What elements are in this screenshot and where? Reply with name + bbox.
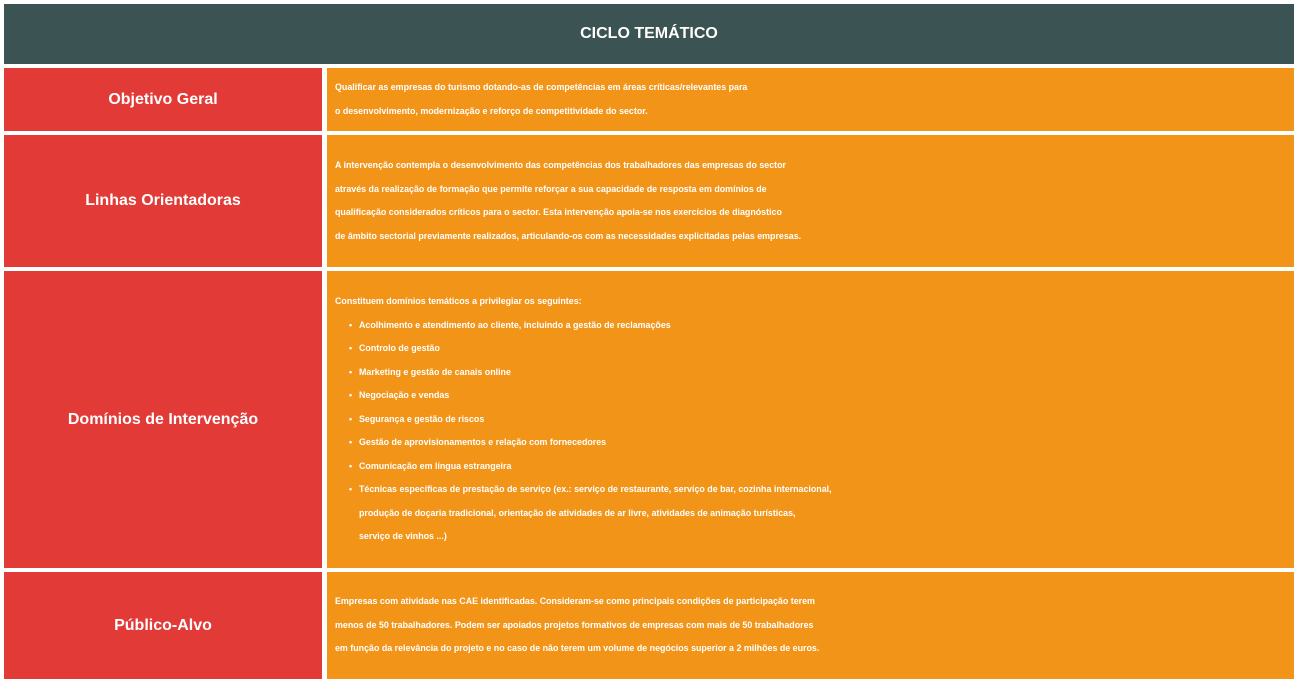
list-item: • Marketing e gestão de canais online xyxy=(349,361,1294,385)
content-line: qualificação considerados críticos para o sector. Esta intervenção apoia-se nos exercícios de diagnóstico xyxy=(335,207,782,217)
row-label xyxy=(4,68,322,131)
list-item: • Gestão de aprovisionamentos e relação com fornecedores xyxy=(349,431,1294,455)
content-line: menos de 50 trabalhadores. Podem ser apoiados projetos formativos de empresas com mais de 50 trabalhadores xyxy=(335,619,814,630)
row-label xyxy=(4,135,322,267)
list-item-continuation: produção de doçaria tradicional, orientação de atividades de ar livre, atividades de animação turísticas, xyxy=(359,507,796,518)
row-content xyxy=(327,68,1294,131)
table-title: CICLO TEMÁTICO xyxy=(580,25,718,42)
table-row-dominios-intervencao xyxy=(4,271,1294,568)
content-line: em função da relevância do projeto e no caso de não terem um volume de negócios superior a 2 milhões de euros. xyxy=(335,643,820,654)
domain-list xyxy=(335,314,1294,502)
list-item: • Segurança e gestão de riscos xyxy=(349,408,1294,432)
row-label xyxy=(4,271,322,568)
table-row-objetivo-geral xyxy=(4,68,1294,131)
row-label xyxy=(4,572,322,679)
list-item: • Acolhimento e atendimento ao cliente, incluindo a gestão de reclamações xyxy=(349,314,1294,338)
table-row-linhas-orientadoras xyxy=(4,135,1294,267)
row-content xyxy=(327,572,1294,679)
content-line: o desenvolvimento, modernização e reforço de competitividade do sector. xyxy=(335,105,648,116)
row-label-text: Público-Alvo xyxy=(114,616,212,634)
content-line: Qualificar as empresas do turismo dotando-as de competências em áreas críticas/relevantes para xyxy=(335,82,748,92)
list-item-continuation: serviço de vinhos ...) xyxy=(359,531,447,542)
list-item: • Negociação e vendas xyxy=(349,384,1294,408)
list-item: • Comunicação em língua estrangeira xyxy=(349,455,1294,479)
row-content xyxy=(327,135,1294,267)
row-label-text: Objetivo Geral xyxy=(108,90,218,108)
row-label-text: Linhas Orientadoras xyxy=(85,192,241,209)
list-item: • Técnicas específicas de prestação de serviço (ex.: serviço de restaurante, serviço de bar, cozinha internacional, xyxy=(349,478,1294,502)
table-header xyxy=(4,4,1294,64)
table-row-publico-alvo xyxy=(4,572,1294,679)
content-intro: Constituem domínios temáticos a privilegiar os seguintes: xyxy=(335,296,582,307)
content-line: Empresas com atividade nas CAE identificadas. Consideram-se como principais condições de participação terem xyxy=(335,596,815,607)
list-item: • Controlo de gestão xyxy=(349,337,1294,361)
content-line: de âmbito sectorial previamente realizados, articulando-os com as necessidades explicitadas pelas empresas. xyxy=(335,230,802,241)
content-line: A intervenção contempla o desenvolvimento das competências dos trabalhadores das empresas do sector xyxy=(335,160,786,170)
content-line: através da realização de formação que permite reforçar a sua capacidade de resposta em domínios de xyxy=(335,183,767,194)
row-content xyxy=(327,271,1294,568)
row-label-text: Domínios de Intervenção xyxy=(67,410,259,428)
